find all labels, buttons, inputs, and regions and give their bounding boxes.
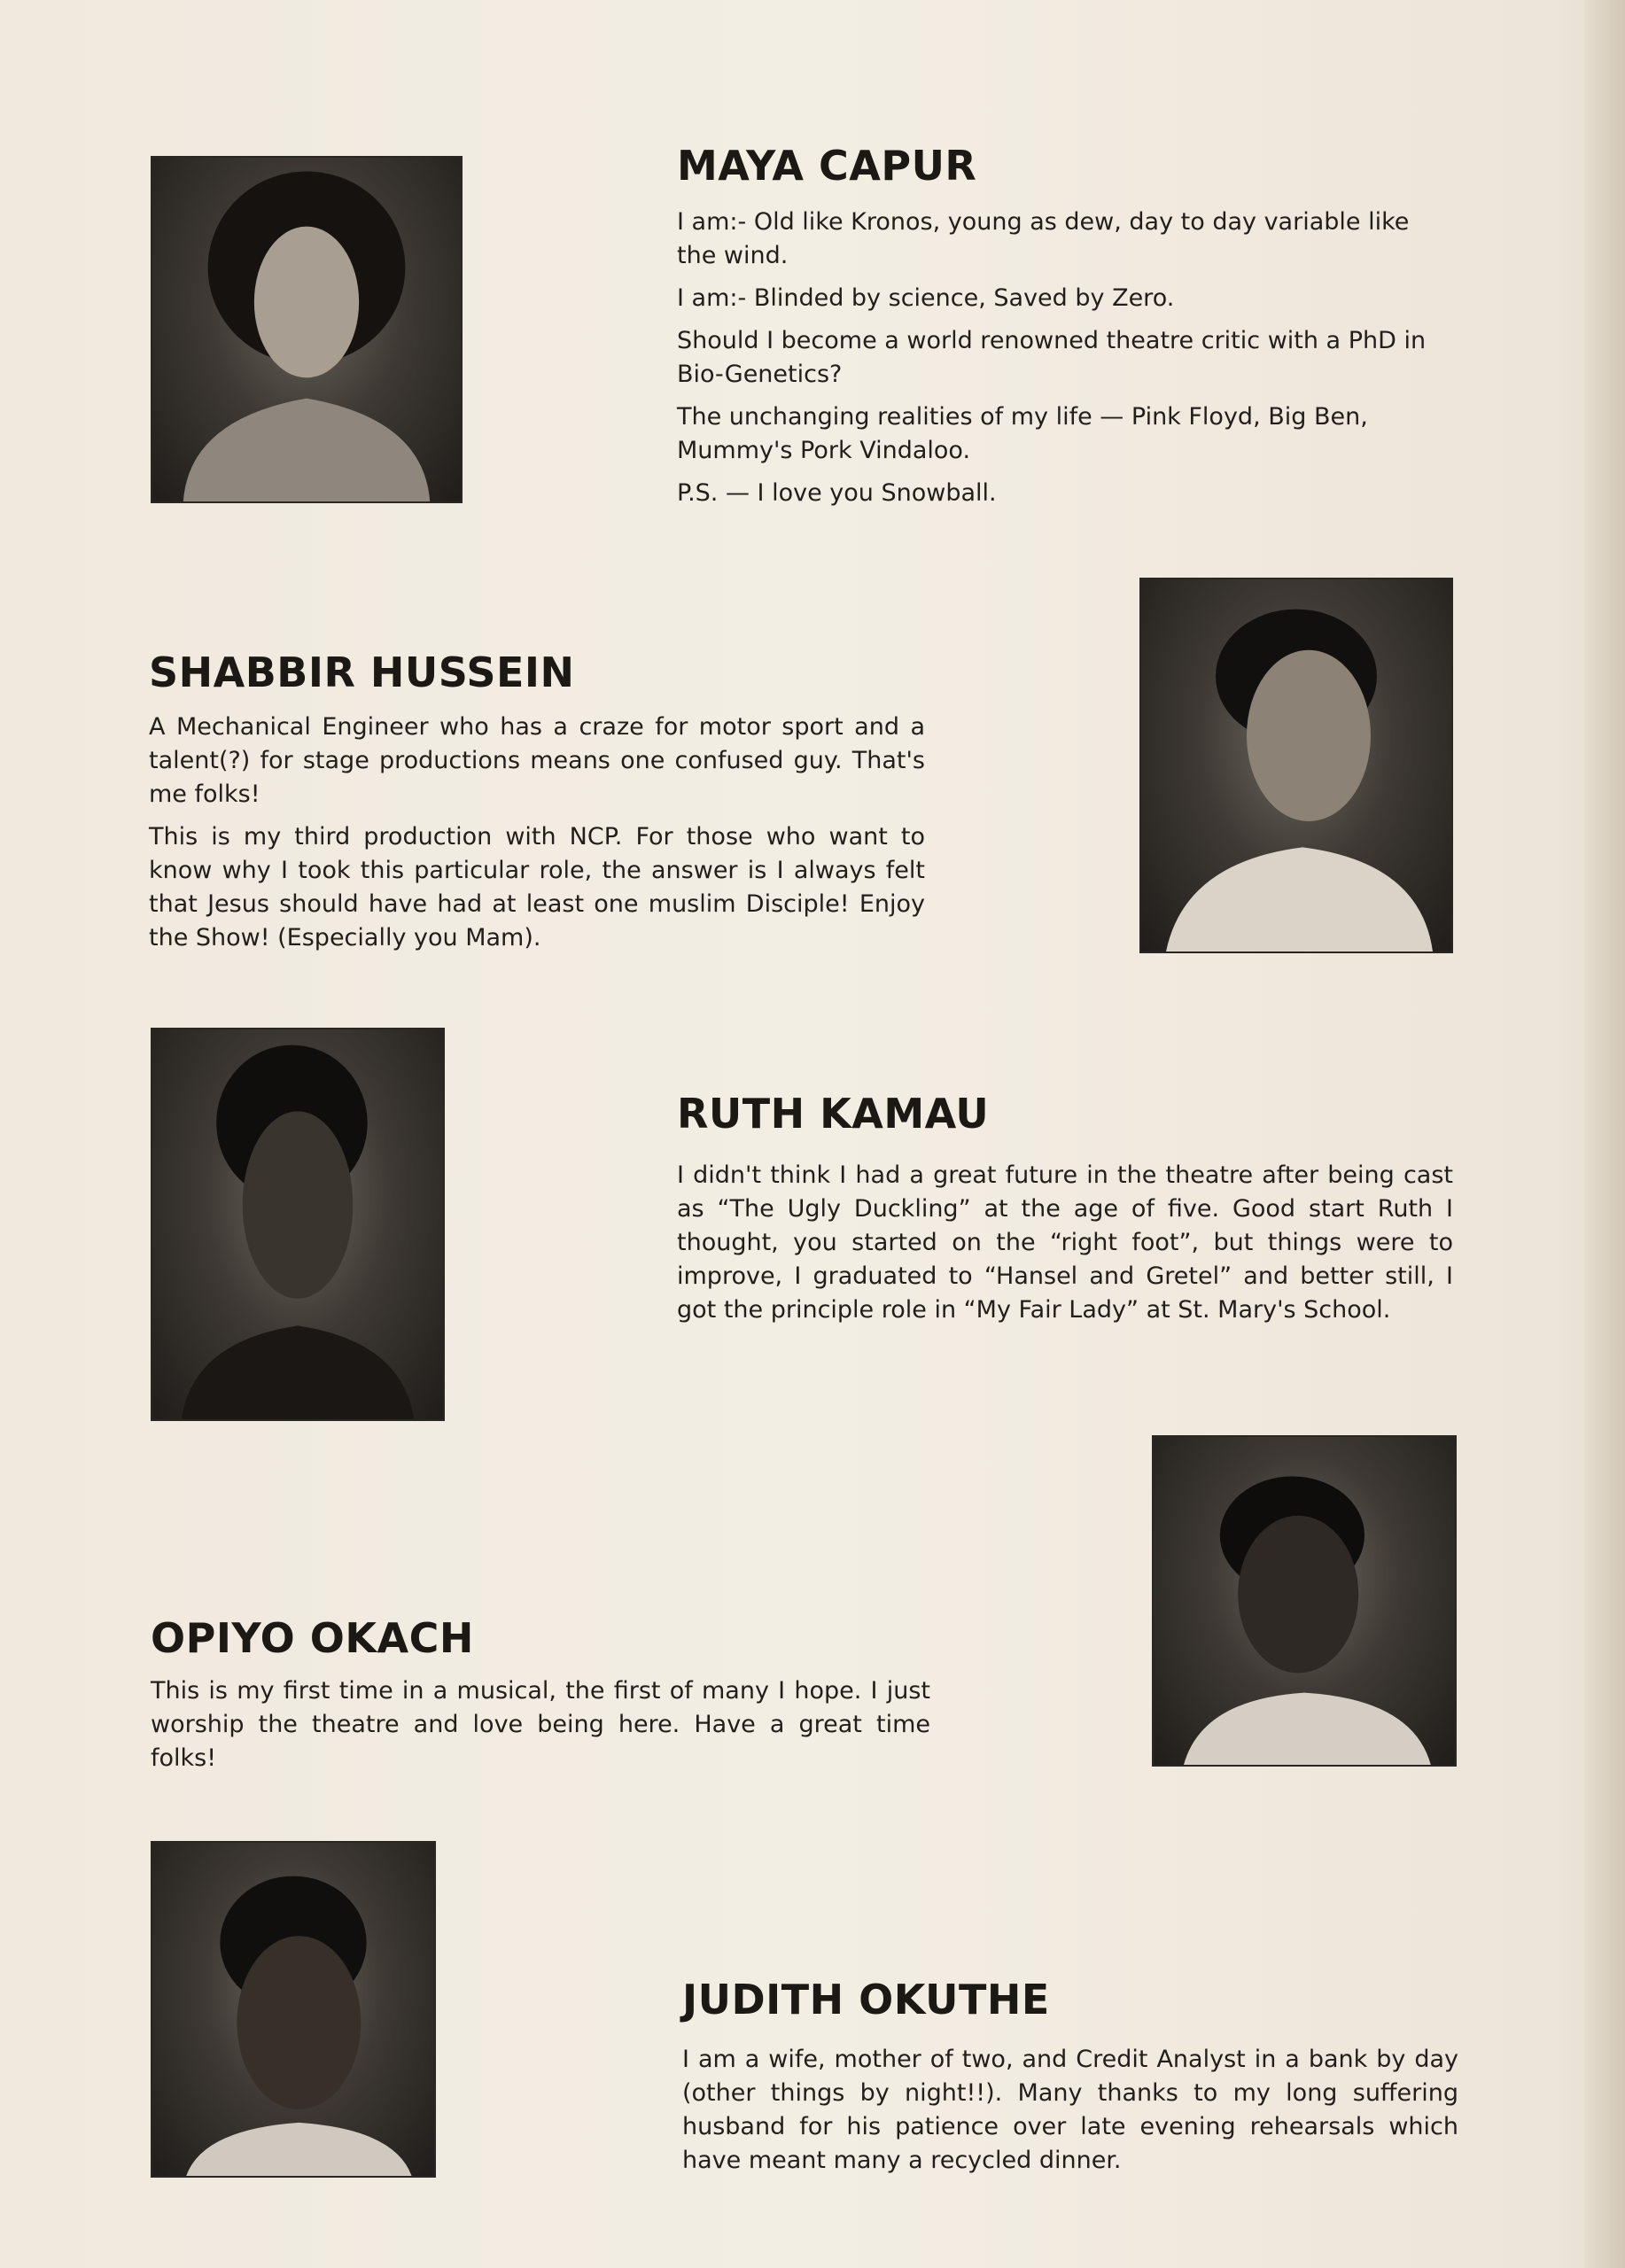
member-name: OPIYO OKACH: [151, 1614, 474, 1662]
bio-paragraph: This is my third production with NCP. For those who want to know why I took this particular role, the answer is I always felt that Jesus should have had at least one muslim Disciple! Enjoy the Show! (Especially you Mam).: [149, 823, 925, 951]
bio-paragraph: I am a wife, mother of two, and Credit Analyst in a bank by day (other things by night!!). Many thanks to my long suffering husband for his patience over late evening rehearsals which have meant many a recycled dinner.: [682, 2046, 1458, 2174]
portrait-photo-ruth-kamau: [151, 1028, 445, 1421]
portrait-photo-judith-okuthe: [151, 1841, 436, 2178]
bio-paragraph: A Mechanical Engineer who has a craze for motor sport and a talent(?) for stage productions means one confused guy. That's me folks!: [149, 713, 925, 808]
member-bio: [149, 711, 925, 964]
member-bio: [677, 206, 1453, 519]
bio-paragraph: This is my first time in a musical, the first of many I hope. I just worship the theatre and love being here. Have a great time folks!: [151, 1677, 930, 1772]
bio-paragraph: Should I become a world renowned theatre critic with a PhD in Bio-Genetics?: [677, 327, 1427, 388]
portrait-photo-maya-capur: [151, 156, 463, 503]
bio-paragraph: I am:- Blinded by science, Saved by Zero.: [677, 284, 1175, 312]
bio-paragraph: P.S. — I love you Snowball.: [677, 479, 997, 507]
member-bio: [151, 1674, 930, 1784]
member-name: RUTH KAMAU: [677, 1090, 990, 1138]
portrait-photo-opiyo-okach: [1152, 1435, 1457, 1767]
member-name: JUDITH OKUTHE: [682, 1976, 1050, 2023]
portrait-photo-shabbir-hussein: [1139, 578, 1453, 953]
page-edge: [1584, 0, 1625, 2268]
member-bio: [682, 2043, 1458, 2186]
bio-paragraph: The unchanging realities of my life — Pink Floyd, Big Ben, Mummy's Pork Vindaloo.: [677, 403, 1368, 464]
bio-paragraph: I am:- Old like Kronos, young as dew, day to day variable like the wind.: [677, 208, 1410, 269]
member-name: MAYA CAPUR: [677, 142, 977, 190]
member-name: SHABBIR HUSSEIN: [149, 649, 575, 696]
bio-paragraph: I didn't think I had a great future in the theatre after being cast as “The Ugly Duckling” at the age of five. Good start Ruth I thought, you started on the “right foot”, but things were to improve, I graduated to “Hansel and Gretel” and better still, I got the principle role in “My Fair Lady” at St. Mary's School.: [677, 1161, 1453, 1324]
member-bio: [677, 1159, 1453, 1336]
